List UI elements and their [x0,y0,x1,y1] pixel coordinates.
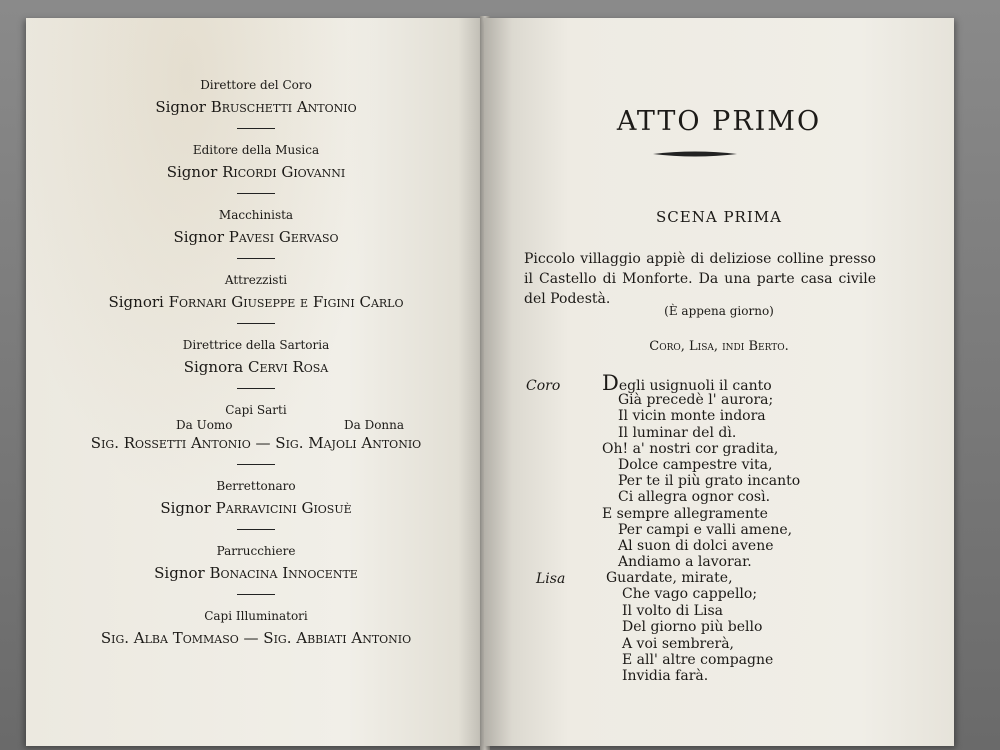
credit-capi-sarti [26,403,486,452]
verse-line: Degli usignuoli il canto [602,371,772,395]
credit-role: Direttrice della Sartoria [182,338,330,352]
verse-line: Al suon di dolci avene [618,538,774,554]
credit-berrettonaro [26,479,486,517]
divider-rule [237,258,275,259]
divider-rule [237,594,275,595]
speaker-lisa: Lisa [536,571,566,587]
credit-name: Sig. Alba Tommaso — Sig. Abbiati Antonio [100,629,412,647]
verse-line: Il vicin monte indora [618,408,766,425]
verse-line: Per campi e valli amene, [618,521,793,538]
credit-attrezzisti [26,273,486,311]
verse-line: Del giorno più bello [622,619,763,636]
verse-line: Ci allegra ognor così. [618,489,771,506]
verse-line: Il luminar del dì. [618,424,737,441]
credit-name: Signor Ricordi Giovanni [166,163,346,181]
verse-line: E sempre allegramente [602,505,768,522]
verse-line: Guardate, mirate, [606,570,733,586]
verse-line: Oh! a' nostri cor gradita, [602,440,779,457]
credit-macchinista [26,208,486,246]
divider-rule [237,388,275,389]
divider-rule [237,323,275,324]
verse-line: Già precedè l' aurora; [618,392,774,409]
credit-sartoria [26,338,486,376]
credit-role: Attrezzisti [224,273,288,287]
credit-subheadings [26,418,486,432]
credit-role: Capi Illuminatori [204,609,308,623]
credit-role: Direttore del Coro [200,78,312,92]
credit-name: Signor Bonacina Innocente [154,564,358,582]
subheading-uomo: Da Uomo [176,418,233,432]
divider-rule [237,464,275,465]
credit-coro [26,78,486,116]
verse-line: Andiamo a lavorar. [618,554,752,571]
speaker-coro: Coro [526,378,561,394]
credits-list [26,78,486,647]
credit-name: Signor Bruschetti Antonio [155,98,357,116]
divider-rule [237,128,275,129]
verse-line: Dolce campestre vita, [618,457,773,473]
verse-line: Invidia farà. [622,668,709,685]
time-note: (È appena giorno) [664,304,774,318]
credit-name: Sig. Rossetti Antonio — Sig. Majoli Antonio [90,434,422,452]
subheading-donna: Da Donna [344,418,405,432]
scene-title: SCENA PRIMA [656,208,782,226]
right-page [484,18,954,746]
verse-line: A voi sembrerà, [622,635,734,652]
verse-line: E all' altre compagne [622,652,774,668]
act-title: ATTO PRIMO [616,106,822,137]
left-page [26,18,486,746]
cast-line: Coro, Lisa, indi Berto. [649,339,789,354]
credit-parrucchiere [26,544,486,582]
credit-role: Parrucchiere [216,544,296,558]
ornament-rule [652,150,738,158]
credit-role: Macchinista [218,208,294,222]
verse-line: Il volto di Lisa [622,602,723,619]
credit-name: Signor Parravicini Giosuè [160,499,352,517]
credit-role: Berrettonaro [216,479,296,493]
credit-name: Signor Pavesi Gervaso [173,228,339,246]
divider-rule [237,529,275,530]
credit-name: Signora Cervi Rosa [183,358,329,376]
credit-role: Editore della Musica [192,143,320,157]
stage-direction: Piccolo villaggio appiè di deliziose colline presso il Castello di Monforte. Da una parte casa civile del Podestà. [524,251,876,307]
credit-name: Signori Fornari Giuseppe e Figini Carlo [108,293,404,311]
credit-illuminatori [26,609,486,647]
credit-musica [26,143,486,181]
divider-rule [237,193,275,194]
verse-line: Per te il più grato incanto [618,473,801,490]
verse-line: Che vago cappello; [622,586,758,603]
credit-role: Capi Sarti [225,403,287,417]
